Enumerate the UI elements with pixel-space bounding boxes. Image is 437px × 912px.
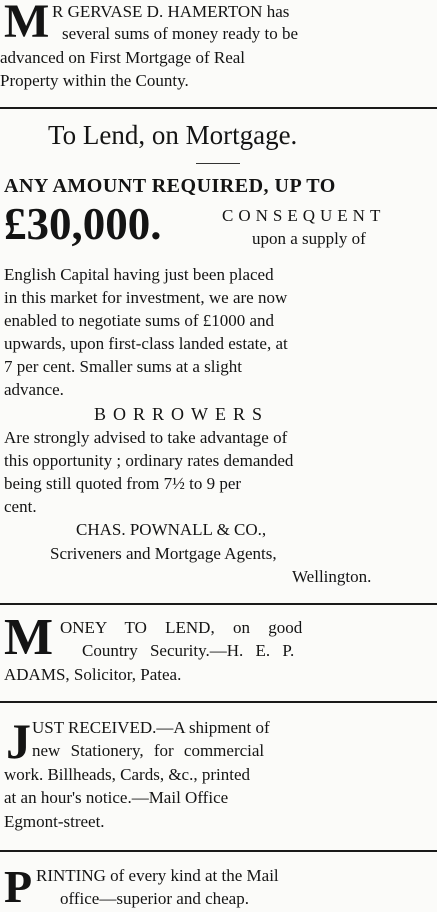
- consequent-text: CONSEQUENT: [222, 206, 386, 225]
- advert-line: ADAMS, Solicitor, Patea.: [4, 665, 182, 684]
- body-line: 7 per cent. Smaller sums at a slight: [4, 357, 242, 376]
- advert-line: advanced on First Mortgage of Real: [0, 48, 246, 67]
- advert-line: at an hour's notice.—Mail Office: [4, 788, 229, 807]
- advice-line: being still quoted from 7½ to 9 per: [4, 474, 242, 493]
- advert-line: RINTING of every kind at the Mail: [36, 866, 279, 885]
- body-line: in this market for investment, we are now: [4, 288, 288, 307]
- supply-text: upon a supply of: [252, 229, 366, 248]
- advice-line: Are strongly advised to take advantage of: [4, 428, 288, 447]
- drop-cap-m: M: [4, 0, 50, 48]
- firm-name: CHAS. POWNALL & CO.,: [76, 520, 267, 539]
- advert-line: R GERVASE D. HAMERTON has: [52, 2, 290, 21]
- advert-line: new Stationery, for commercial: [32, 741, 265, 760]
- advert-line: ONEY TO LEND, on good: [60, 618, 303, 637]
- firm-role: Scriveners and Mortgage Agents,: [50, 544, 277, 563]
- advice-line: cent.: [4, 497, 37, 516]
- drop-cap-m: M: [4, 609, 54, 666]
- advert-line: Country Security.—H. E. P.: [82, 641, 295, 660]
- advert-line: UST RECEIVED.—A shipment of: [32, 718, 270, 737]
- advert-line: office—superior and cheap.: [60, 889, 249, 908]
- body-line: upwards, upon first-class landed estate, at: [4, 334, 288, 353]
- borrowers-heading: BORROWERS: [94, 404, 270, 424]
- amount-figure: £30,000.: [4, 199, 162, 249]
- short-divider: [196, 163, 240, 164]
- body-line: advance.: [4, 380, 64, 399]
- divider: [0, 603, 437, 605]
- drop-cap-j: J: [6, 713, 31, 769]
- body-line: English Capital having just been placed: [4, 265, 274, 284]
- firm-place: Wellington.: [292, 567, 372, 586]
- divider: [0, 107, 437, 109]
- advert-line: work. Billheads, Cards, &c., printed: [4, 765, 250, 784]
- drop-cap-p: P: [4, 861, 33, 912]
- divider: [0, 850, 437, 852]
- advert-line: Egmont-street.: [4, 812, 105, 831]
- divider: [0, 701, 437, 703]
- advert-headline: ANY AMOUNT REQUIRED, UP TO: [4, 175, 336, 197]
- body-line: enabled to negotiate sums of £1000 and: [4, 311, 275, 330]
- advert-line: several sums of money ready to be: [62, 24, 299, 43]
- advert-title: To Lend, on Mortgage.: [48, 120, 298, 150]
- advice-line: this opportunity ; ordinary rates demanded: [4, 451, 294, 470]
- advert-line: Property within the County.: [0, 71, 189, 90]
